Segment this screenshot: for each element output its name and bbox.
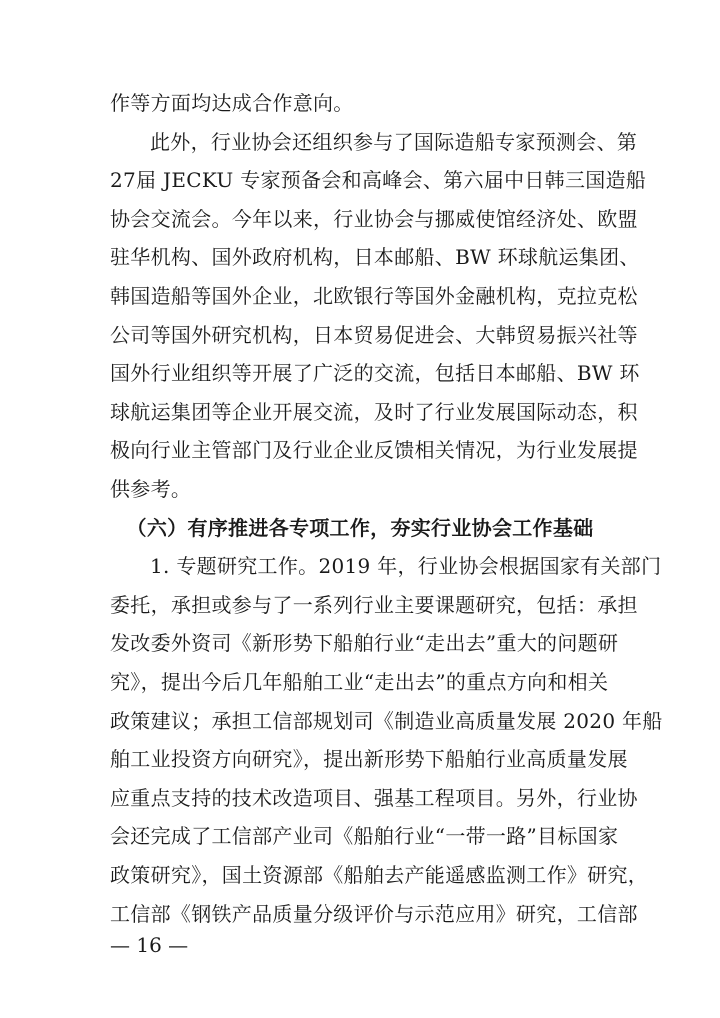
- body-text-line: 协会交流会。今年以来，行业协会与挪威使馆经济处、欧盟: [110, 207, 638, 231]
- body-text-line: 韩国造船等国外企业，北欧银行等国外金融机构，克拉克松: [110, 284, 638, 308]
- page-number: — 16 —: [110, 933, 189, 957]
- body-text-line: 极向行业主管部门及行业企业反馈相关情况，为行业发展提: [110, 438, 638, 462]
- section-heading: （六）有序推进各专项工作，夯实行业协会工作基础: [126, 516, 594, 540]
- body-text-line: 政策建议；承担工信部规划司《制造业高质量发展 2020 年船: [110, 709, 663, 733]
- body-text-line: 驻华机构、国外政府机构，日本邮船、BW 环球航运集团、: [110, 245, 640, 269]
- body-text-line: 委托，承担或参与了一系列行业主要课题研究，包括：承担: [110, 593, 638, 617]
- body-text-line: 舶工业投资方向研究》，提出新形势下船舶行业高质量发展: [110, 747, 628, 771]
- body-text-line: 会还完成了工信部产业司《船舶行业“一带一路”目标国家: [110, 824, 619, 848]
- body-text-line: 供参考。: [110, 477, 192, 501]
- body-text-line: 球航运集团等企业开展交流，及时了行业发展国际动态，积: [110, 400, 638, 424]
- body-text-line: 发改委外资司《新形势下船舶行业“走出去”重大的问题研: [110, 631, 619, 655]
- body-text-line: 公司等国外研究机构，日本贸易促进会、大韩贸易振兴社等: [110, 323, 638, 347]
- body-text-line: 究》，提出今后几年船舶工业“走出去”的重点方向和相关: [110, 670, 609, 694]
- body-text-line: 1. 专题研究工作。2019 年，行业协会根据国家有关部门: [150, 554, 662, 578]
- body-text-line: 国外行业组织等开展了广泛的交流，包括日本邮船、BW 环: [110, 361, 640, 385]
- body-text-line: 工信部《钢铁产品质量分级评价与示范应用》研究，工信部: [110, 902, 638, 926]
- body-text-line: 27届 JECKU 专家预备会和高峰会、第六届中日韩三国造船: [110, 168, 647, 192]
- body-text-line: 作等方面均达成合作意向。: [110, 91, 354, 115]
- body-text-line: 应重点支持的技术改造项目、强基工程项目。另外，行业协: [110, 786, 638, 810]
- body-text-line: 此外，行业协会还组织参与了国际造船专家预测会、第: [150, 130, 638, 154]
- body-text-line: 政策研究》，国土资源部《船舶去产能遥感监测工作》研究，: [110, 863, 649, 887]
